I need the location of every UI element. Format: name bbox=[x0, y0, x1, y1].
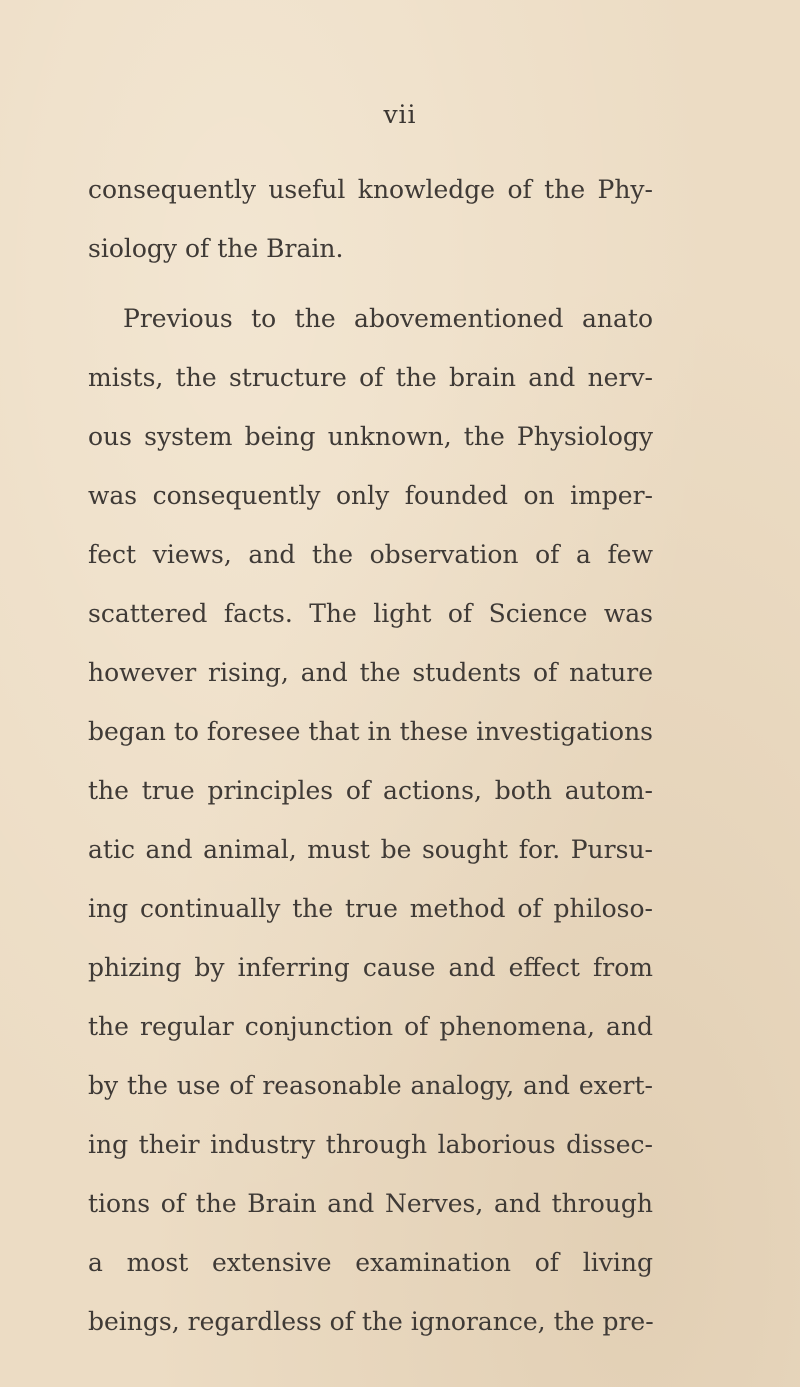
text-line: the true principles of actions, both autom- bbox=[88, 776, 653, 805]
text-line: ing their industry through laborious dissec- bbox=[88, 1130, 653, 1159]
text-line: beings, regardless of the ignorance, the pre- bbox=[88, 1307, 654, 1336]
text-line: a most extensive examination of living bbox=[88, 1248, 653, 1277]
text-line: atic and animal, must be sought for. Pursu- bbox=[88, 835, 653, 864]
text-line: siology of the Brain. bbox=[88, 234, 344, 263]
text-line: consequently useful knowledge of the Phy- bbox=[88, 175, 653, 204]
text-line: Previous to the abovementioned anato bbox=[123, 304, 653, 333]
text-line: however rising, and the students of nature bbox=[88, 658, 653, 687]
paragraph bbox=[88, 289, 653, 1351]
text-line: ous system being unknown, the Physiology bbox=[88, 422, 653, 451]
text-line: ing continually the true method of philoso- bbox=[88, 894, 653, 923]
text-line: scattered facts. The light of Science was bbox=[88, 599, 653, 628]
text-line: began to foresee that in these investigations bbox=[88, 717, 653, 746]
text-line: fect views, and the observation of a few bbox=[88, 540, 653, 569]
text-line: was consequently only founded on imper- bbox=[88, 481, 653, 510]
page-number: vii bbox=[383, 100, 417, 129]
text-line: mists, the structure of the brain and nerv- bbox=[88, 363, 653, 392]
text-line: by the use of reasonable analogy, and exert- bbox=[88, 1071, 653, 1100]
paragraph bbox=[88, 160, 653, 278]
text-line: tions of the Brain and Nerves, and through bbox=[88, 1189, 653, 1218]
text-line: phizing by inferring cause and effect from bbox=[88, 953, 653, 982]
text-line: the regular conjunction of phenomena, and bbox=[88, 1012, 653, 1041]
paragraph-gap bbox=[88, 278, 653, 289]
body-text bbox=[88, 160, 653, 1351]
